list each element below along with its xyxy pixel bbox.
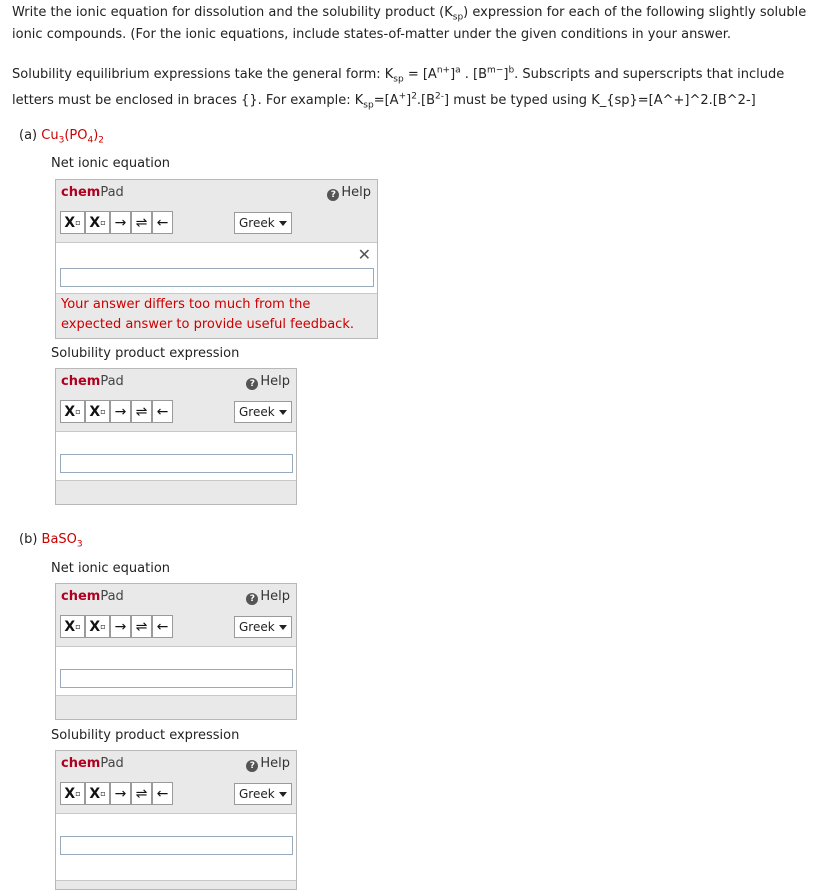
help-button[interactable]: ? Help bbox=[246, 374, 290, 390]
arrow-left-button[interactable]: ← bbox=[152, 211, 173, 234]
help-icon: ? bbox=[246, 760, 258, 772]
instructions-line-3: Solubility equilibrium expressions take the general form: $K_{sp} = [A^{n+}]^a$ . $[B^{m-}]^b$. Subscripts and superscripts that include bbox=[12, 65, 785, 85]
close-icon[interactable]: ✕ bbox=[357, 245, 371, 264]
chempad-work-area bbox=[56, 431, 296, 481]
subscript-button[interactable]: X ▫ bbox=[60, 615, 85, 638]
chempad-work-area bbox=[56, 813, 296, 881]
chempad-toolbar bbox=[60, 782, 173, 807]
instructions-line-4: letters must be enclosed in braces {}. For example: $K_{sp}=[A^+]^2.[B^{2-}]$ must be typed using K_{sp}=[A^+]^2.[B^2-] bbox=[12, 91, 756, 111]
arrow-right-button[interactable]: → bbox=[110, 400, 131, 423]
net-ionic-input[interactable] bbox=[60, 268, 374, 287]
arrow-right-button[interactable]: → bbox=[110, 782, 131, 805]
arrow-left-button[interactable]: ← bbox=[152, 782, 173, 805]
chempad-work-area bbox=[56, 646, 296, 696]
chempad-toolbar bbox=[60, 211, 173, 236]
feedback-message: Your answer differs too much from the expected answer to provide useful feedback. bbox=[61, 297, 354, 332]
ksp-input[interactable] bbox=[60, 454, 293, 473]
chempad-toolbar bbox=[60, 400, 173, 425]
help-icon: ? bbox=[327, 189, 339, 201]
chempad-brand: chemPad bbox=[61, 756, 124, 771]
ksp-label: Solubility product expression bbox=[51, 346, 240, 361]
ksp-label: Solubility product expression bbox=[51, 728, 240, 743]
equilibrium-arrow-button[interactable]: ⇌ bbox=[131, 400, 152, 423]
greek-dropdown[interactable]: Greek bbox=[234, 783, 292, 805]
arrow-left-button[interactable]: ← bbox=[152, 615, 173, 638]
instructions-line-1: Write the ionic equation for dissolution and the solubility product $(K_{sp})$ expression for each of the following slightly soluble bbox=[12, 5, 807, 23]
chempad-header bbox=[56, 369, 296, 395]
part-a-heading bbox=[19, 128, 105, 146]
chempad-toolbar bbox=[60, 615, 173, 640]
help-icon: ? bbox=[246, 593, 258, 605]
superscript-button[interactable]: X ▫ bbox=[85, 782, 110, 805]
chempad-b-net bbox=[55, 583, 297, 720]
part-label: (b) bbox=[19, 532, 38, 547]
subscript-button[interactable]: X ▫ bbox=[60, 400, 85, 423]
ksp-input[interactable] bbox=[60, 836, 293, 855]
equilibrium-arrow-button[interactable]: ⇌ bbox=[131, 782, 152, 805]
chempad-brand: chemPad bbox=[61, 185, 124, 200]
subscript-button[interactable]: X ▫ bbox=[60, 782, 85, 805]
net-ionic-input[interactable] bbox=[60, 669, 293, 688]
chempad-header bbox=[56, 584, 296, 610]
compound-name: $Cu_3(PO_4)_2$ bbox=[41, 128, 105, 146]
chempad-brand: chemPad bbox=[61, 374, 124, 389]
chevron-down-icon bbox=[279, 792, 287, 797]
net-ionic-label: Net ionic equation bbox=[51, 561, 171, 576]
chevron-down-icon bbox=[279, 625, 287, 630]
compound-name: BaSO$_3$ bbox=[41, 532, 83, 550]
help-button[interactable]: ? Help bbox=[246, 589, 290, 605]
chempad-a-net bbox=[55, 179, 378, 339]
greek-dropdown[interactable]: Greek bbox=[234, 212, 292, 234]
chempad-b-ksp bbox=[55, 750, 297, 890]
superscript-button[interactable]: X ▫ bbox=[85, 400, 110, 423]
part-b-heading bbox=[19, 532, 83, 550]
superscript-button[interactable]: X ▫ bbox=[85, 615, 110, 638]
chevron-down-icon bbox=[279, 410, 287, 415]
chempad-work-area bbox=[56, 242, 377, 294]
chempad-header bbox=[56, 180, 377, 206]
greek-dropdown[interactable]: Greek bbox=[234, 401, 292, 423]
equilibrium-arrow-button[interactable]: ⇌ bbox=[131, 211, 152, 234]
chempad-brand: chemPad bbox=[61, 589, 124, 604]
chempad-header bbox=[56, 751, 296, 777]
superscript-button[interactable]: X ▫ bbox=[85, 211, 110, 234]
arrow-right-button[interactable]: → bbox=[110, 615, 131, 638]
subscript-button[interactable]: X ▫ bbox=[60, 211, 85, 234]
net-ionic-label: Net ionic equation bbox=[51, 156, 171, 171]
help-button[interactable]: ? Help bbox=[246, 756, 290, 772]
greek-dropdown[interactable]: Greek bbox=[234, 616, 292, 638]
arrow-right-button[interactable]: → bbox=[110, 211, 131, 234]
arrow-left-button[interactable]: ← bbox=[152, 400, 173, 423]
help-button[interactable]: ? Help bbox=[327, 185, 371, 201]
help-icon: ? bbox=[246, 378, 258, 390]
instructions-line-2: ionic compounds. (For the ionic equations, include states-of-matter under the given conditions in your answer. bbox=[12, 27, 732, 42]
chevron-down-icon bbox=[279, 221, 287, 226]
equilibrium-arrow-button[interactable]: ⇌ bbox=[131, 615, 152, 638]
chempad-a-ksp bbox=[55, 368, 297, 505]
part-label: (a) bbox=[19, 128, 38, 143]
